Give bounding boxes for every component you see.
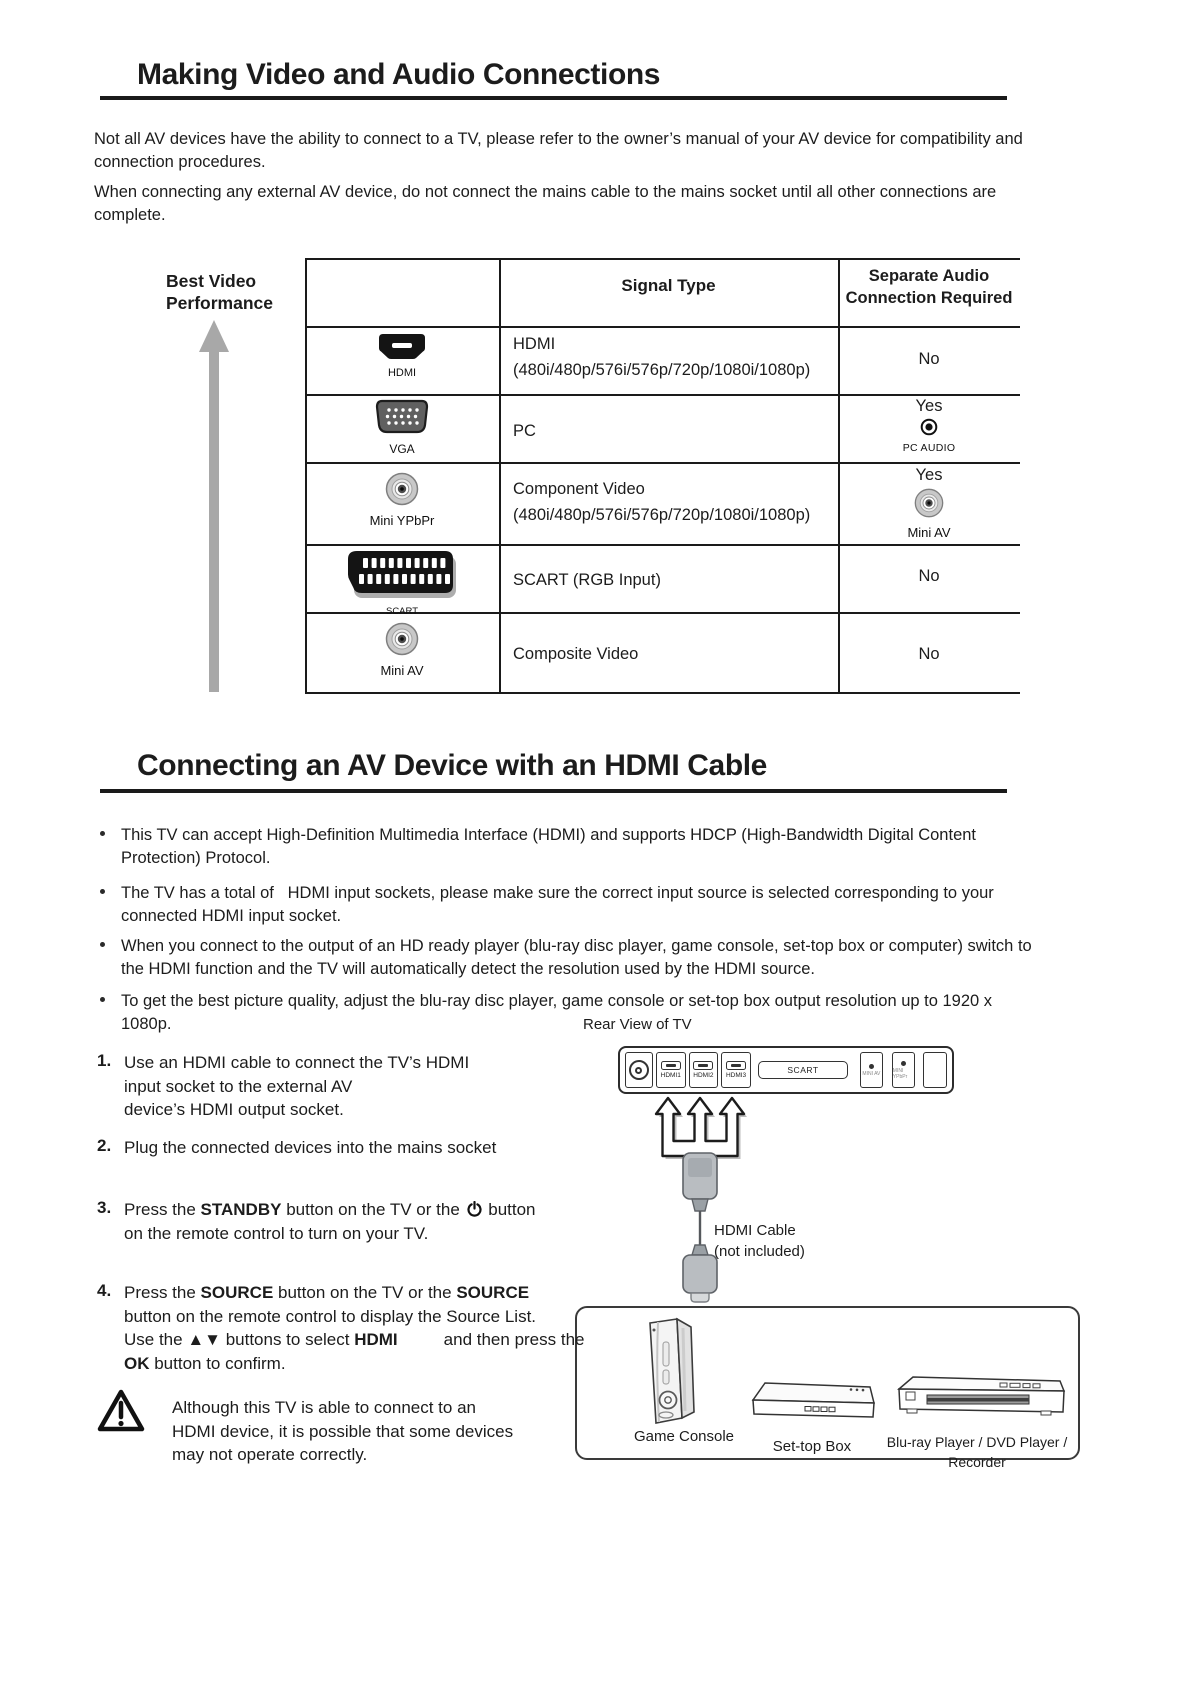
- signal-cell: Component Video (480i/480p/576i/576p/720p/1080i/1080p): [513, 480, 811, 524]
- connector-label: HDMI: [387, 367, 417, 379]
- connector-label: VGA: [389, 442, 415, 456]
- rca-jack-icon: [385, 472, 419, 506]
- bluray-player-label: Blu-ray Player / DVD Player / Recorder: [886, 1434, 1068, 1470]
- up-down-arrows-icon: ▲▼: [187, 1330, 221, 1349]
- bullet-dot: [100, 889, 105, 894]
- antenna-socket-icon: [629, 1060, 649, 1080]
- audio-required-cell: Yes Mini AV: [840, 466, 1018, 540]
- set-top-box-illustration: [748, 1376, 878, 1428]
- tv-rear-panel: [618, 1046, 954, 1094]
- bullet-4: To get the best picture quality, adjust the blu-ray disc player, game console or set-top box output resolution up to 1920 x 1080p.: [121, 992, 993, 1033]
- scart-port: SCART: [758, 1061, 848, 1079]
- connector-label: Mini AV: [380, 663, 424, 678]
- bullet-3: When you connect to the output of an HD ready player (blu-ray disc player, game console, set-top box or computer) switch to the HDMI function and the TV will automatically detect the resolution used by the HDMI source.: [121, 937, 1032, 978]
- bullet-dot: [100, 831, 105, 836]
- hdmi-cable-label: HDMI Cable (not included): [714, 1222, 805, 1260]
- section2-rule: [100, 789, 1007, 793]
- bullet-2: The TV has a total of HDMI input sockets, please make sure the correct input source is selected corresponding to your connected HDMI input socket.: [121, 884, 994, 925]
- hdmi-connector-cell: [305, 333, 499, 379]
- section1-title: Making Video and Audio Connections: [137, 58, 661, 91]
- bullet-1: This TV can accept High-Definition Multimedia Interface (HDMI) and supports HDCP (High-Bandwidth Digital Content Protection) Protocol.: [121, 826, 977, 867]
- connector-label: Mini YPbPr: [369, 513, 435, 528]
- bullet-dot: [100, 942, 105, 947]
- hdmi-socket-icon: [726, 1061, 746, 1070]
- hdmi-connector-icon: [378, 333, 426, 360]
- warning-triangle-icon: [96, 1388, 146, 1434]
- empty-port-slot: [923, 1052, 947, 1088]
- hdmi3-port: HDMI3: [721, 1052, 751, 1088]
- mini-ypbpr-port: MINI YPbPr: [892, 1052, 915, 1088]
- audio-port-label: PC AUDIO: [902, 442, 956, 454]
- signal-cell: PC: [513, 422, 536, 440]
- power-icon: [467, 1201, 482, 1217]
- step-number: 3.: [97, 1198, 112, 1217]
- signal-cell: HDMI (480i/480p/576i/576p/720p/1080i/1080p): [513, 335, 811, 379]
- audio-required-cell: Yes PC AUDIO: [840, 397, 1018, 454]
- intro-paragraph-2: When connecting any external AV device, do not connect the mains cable to the mains socket until all other connections are complete.: [94, 183, 997, 224]
- bluray-player-illustration: [893, 1372, 1068, 1426]
- game-console-illustration: [630, 1316, 704, 1428]
- rear-view-label: Rear View of TV: [583, 1016, 692, 1033]
- vga-connector-icon: [375, 399, 429, 435]
- hdmi-socket-icon: [661, 1061, 681, 1070]
- step-number: 2.: [97, 1136, 112, 1155]
- hdmi-socket-icon: [693, 1061, 713, 1070]
- hdmi2-port: HDMI2: [689, 1052, 719, 1088]
- bullet-dot: [100, 997, 105, 1002]
- step-1: 1. Use an HDMI cable to connect the TV’s HDMI input socket to the external AV device’s HDMI output socket.: [97, 1051, 470, 1119]
- scart-connector-icon: [346, 549, 458, 599]
- performance-up-arrow: [196, 320, 232, 692]
- section1-rule: [100, 96, 1007, 100]
- warning-note: Although this TV is able to connect to an HDMI device, it is possible that some devices may not operate correctly.: [172, 1398, 514, 1464]
- mini-jack-icon: [901, 1061, 906, 1066]
- pc-audio-jack-icon: [920, 418, 938, 436]
- antenna-port: [625, 1052, 653, 1088]
- separate-audio-header: Separate Audio Connection Required: [845, 267, 1013, 307]
- audio-required-cell: No: [918, 567, 940, 585]
- step-2: 2. Plug the connected devices into the mains socket: [97, 1136, 497, 1157]
- signal-cell: SCART (RGB Input): [513, 571, 661, 589]
- mini-av-port: MINI AV: [860, 1052, 883, 1088]
- rca-jack-icon: [385, 622, 419, 656]
- mini-av-jack-icon: [914, 488, 944, 518]
- connector-label: SCART: [385, 606, 419, 617]
- mini-av-connector-cell: [305, 622, 499, 678]
- hdmi1-port: HDMI1: [656, 1052, 686, 1088]
- signal-type-header: Signal Type: [621, 276, 716, 295]
- scart-connector-cell: [305, 549, 499, 617]
- audio-required-cell: No: [918, 350, 940, 368]
- mini-jack-icon: [869, 1064, 874, 1069]
- step-3: 3. Press the STANDBY button on the TV or the button on the remote control to turn on your TV.: [97, 1198, 536, 1243]
- mini-ypbpr-connector-cell: [305, 472, 499, 528]
- step-4: 4. Press the SOURCE button on the TV or the SOURCE button on the remote control to display the Source List. Use the ▲▼ buttons to select HDMI and then press the OK button to confirm.: [97, 1281, 585, 1373]
- best-video-performance-label: Best Video Performance: [166, 271, 273, 313]
- audio-required-cell: No: [918, 645, 940, 663]
- intro-paragraph-1: Not all AV devices have the ability to connect to a TV, please refer to the owner’s manual of your AV device for compatibility and connection procedures.: [94, 130, 1023, 171]
- step-number: 4.: [97, 1281, 112, 1300]
- step-number: 1.: [97, 1051, 112, 1070]
- section2-title: Connecting an AV Device with an HDMI Cable: [137, 749, 767, 782]
- vga-connector-cell: [305, 399, 499, 456]
- signal-cell: Composite Video: [513, 645, 639, 663]
- game-console-label: Game Console: [633, 1428, 735, 1445]
- set-top-box-label: Set-top Box: [772, 1438, 852, 1455]
- audio-port-label: Mini AV: [907, 525, 951, 540]
